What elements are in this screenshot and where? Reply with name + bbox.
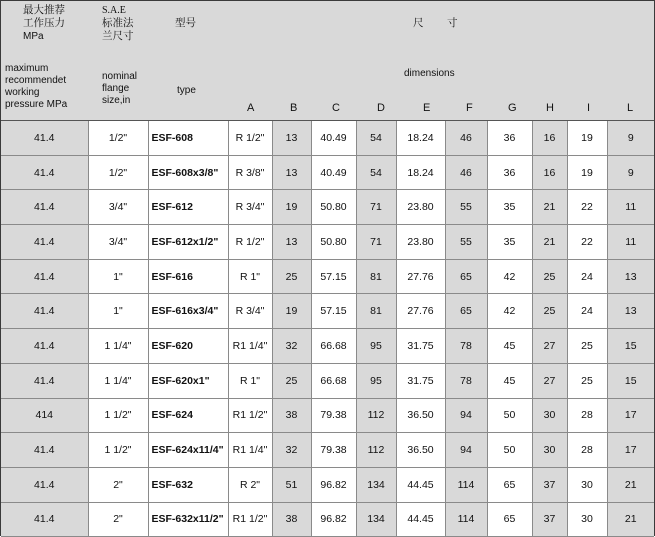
cell-flange: 1 1/4" [88, 329, 148, 364]
cell-f: 55 [445, 190, 487, 225]
cell-b: 25 [272, 363, 311, 398]
cell-b: 13 [272, 121, 311, 155]
cell-flange: 1" [88, 259, 148, 294]
cell-g: 42 [487, 259, 532, 294]
cell-i: 30 [567, 467, 607, 502]
cell-type: ESF-608x3/8" [148, 155, 228, 190]
cell-c: 57.15 [311, 294, 356, 329]
cell-d: 71 [356, 225, 396, 260]
cell-d: 112 [356, 398, 396, 433]
cell-l: 17 [607, 433, 654, 468]
cell-d: 81 [356, 294, 396, 329]
cell-i: 28 [567, 433, 607, 468]
cell-e: 27.76 [396, 259, 445, 294]
cell-d: 54 [356, 121, 396, 155]
cell-c: 40.49 [311, 121, 356, 155]
cell-d: 81 [356, 259, 396, 294]
cell-pressure: 41.4 [1, 259, 88, 294]
cell-c: 40.49 [311, 155, 356, 190]
cell-g: 65 [487, 467, 532, 502]
cell-a: R 1/2" [228, 121, 272, 155]
cell-type: ESF-612 [148, 190, 228, 225]
cell-pressure: 41.4 [1, 433, 88, 468]
table-row [1, 467, 654, 502]
cell-d: 54 [356, 155, 396, 190]
cell-pressure: 41.4 [1, 329, 88, 364]
cell-c: 66.68 [311, 363, 356, 398]
cell-f: 46 [445, 155, 487, 190]
sae-label: S.A.E [102, 5, 126, 16]
cell-d: 134 [356, 502, 396, 537]
cell-flange: 3/4" [88, 225, 148, 260]
cell-e: 44.45 [396, 467, 445, 502]
cell-h: 30 [532, 433, 567, 468]
cell-c: 50.80 [311, 190, 356, 225]
cell-d: 95 [356, 363, 396, 398]
cell-a: R 1" [228, 259, 272, 294]
dimensions-table [1, 121, 654, 537]
cell-g: 35 [487, 225, 532, 260]
cell-pressure: 41.4 [1, 363, 88, 398]
cell-type: ESF-624 [148, 398, 228, 433]
cell-e: 44.45 [396, 502, 445, 537]
cell-b: 32 [272, 329, 311, 364]
table-row [1, 398, 654, 433]
cell-c: 79.38 [311, 433, 356, 468]
dimensions-label: dimensions [404, 68, 455, 79]
cell-c: 57.15 [311, 259, 356, 294]
cell-d: 134 [356, 467, 396, 502]
cell-g: 50 [487, 433, 532, 468]
column-header-e: E [423, 102, 431, 114]
flange-en-label-2: flange [102, 83, 130, 94]
cell-e: 31.75 [396, 363, 445, 398]
cell-b: 19 [272, 190, 311, 225]
cell-i: 19 [567, 155, 607, 190]
cell-h: 30 [532, 398, 567, 433]
cell-i: 24 [567, 294, 607, 329]
cell-f: 46 [445, 121, 487, 155]
cell-b: 51 [272, 467, 311, 502]
cell-h: 21 [532, 225, 567, 260]
cell-flange: 2" [88, 467, 148, 502]
cell-l: 11 [607, 190, 654, 225]
table-row [1, 294, 654, 329]
cell-type: ESF-620x1" [148, 363, 228, 398]
table-row [1, 121, 654, 155]
type-cn-label: 型号 [175, 17, 196, 29]
cell-a: R1 1/2" [228, 502, 272, 537]
type-en-label: type [177, 85, 196, 96]
pressure-cn-label-3: MPa [23, 31, 44, 42]
cell-a: R 3/4" [228, 190, 272, 225]
flange-en-label-3: size,in [102, 95, 131, 106]
cell-l: 15 [607, 329, 654, 364]
cell-a: R1 1/2" [228, 398, 272, 433]
cell-c: 66.68 [311, 329, 356, 364]
pressure-cn-label-1: 最大推荐 [23, 4, 65, 16]
cell-c: 96.82 [311, 502, 356, 537]
column-header-b: B [290, 102, 298, 114]
table-header [1, 1, 654, 121]
cell-h: 16 [532, 121, 567, 155]
cell-i: 24 [567, 259, 607, 294]
cell-type: ESF-620 [148, 329, 228, 364]
cell-e: 23.80 [396, 190, 445, 225]
cell-a: R 3/4" [228, 294, 272, 329]
cell-g: 36 [487, 155, 532, 190]
cell-flange: 1 1/2" [88, 398, 148, 433]
table-row [1, 502, 654, 537]
cell-e: 36.50 [396, 398, 445, 433]
cell-type: ESF-632x11/2" [148, 502, 228, 537]
column-header-d: D [377, 102, 385, 114]
cell-h: 37 [532, 502, 567, 537]
cell-e: 31.75 [396, 329, 445, 364]
cell-f: 94 [445, 398, 487, 433]
table-row [1, 225, 654, 260]
cell-b: 13 [272, 155, 311, 190]
cell-type: ESF-612x1/2" [148, 225, 228, 260]
cell-g: 45 [487, 329, 532, 364]
cell-b: 25 [272, 259, 311, 294]
cell-a: R1 1/4" [228, 329, 272, 364]
cell-flange: 1/2" [88, 155, 148, 190]
dims-cn-label-2: 寸 [447, 17, 458, 29]
cell-type: ESF-624x11/4" [148, 433, 228, 468]
pressure-en-label-1: maximum [5, 63, 49, 74]
cell-g: 65 [487, 502, 532, 537]
cell-a: R 1" [228, 363, 272, 398]
cell-pressure: 41.4 [1, 121, 88, 155]
cell-l: 11 [607, 225, 654, 260]
cell-g: 45 [487, 363, 532, 398]
cell-a: R 2" [228, 467, 272, 502]
cell-b: 38 [272, 502, 311, 537]
cell-flange: 1/2" [88, 121, 148, 155]
cell-i: 30 [567, 502, 607, 537]
cell-d: 71 [356, 190, 396, 225]
column-header-l: L [627, 102, 634, 114]
cell-pressure: 414 [1, 398, 88, 433]
cell-flange: 1 1/2" [88, 433, 148, 468]
cell-a: R 1/2" [228, 225, 272, 260]
table-row [1, 363, 654, 398]
cell-flange: 1 1/4" [88, 363, 148, 398]
cell-f: 78 [445, 363, 487, 398]
cell-b: 13 [272, 225, 311, 260]
column-header-h: H [546, 102, 554, 114]
cell-f: 65 [445, 294, 487, 329]
cell-pressure: 41.4 [1, 467, 88, 502]
cell-flange: 1" [88, 294, 148, 329]
cell-e: 27.76 [396, 294, 445, 329]
cell-d: 112 [356, 433, 396, 468]
cell-l: 15 [607, 363, 654, 398]
cell-b: 38 [272, 398, 311, 433]
flange-en-label-1: nominal [102, 71, 138, 82]
cell-f: 65 [445, 259, 487, 294]
cell-pressure: 41.4 [1, 294, 88, 329]
sae-cn-label-2: 兰尺寸 [102, 30, 134, 42]
table-row [1, 190, 654, 225]
column-header-a: A [247, 102, 255, 114]
cell-l: 17 [607, 398, 654, 433]
cell-g: 42 [487, 294, 532, 329]
cell-h: 27 [532, 363, 567, 398]
cell-b: 32 [272, 433, 311, 468]
table-row [1, 259, 654, 294]
cell-l: 13 [607, 294, 654, 329]
cell-c: 79.38 [311, 398, 356, 433]
cell-i: 19 [567, 121, 607, 155]
cell-pressure: 41.4 [1, 225, 88, 260]
table-row [1, 329, 654, 364]
sae-cn-label-1: 标准法 [102, 17, 134, 29]
cell-e: 36.50 [396, 433, 445, 468]
cell-f: 55 [445, 225, 487, 260]
cell-h: 37 [532, 467, 567, 502]
cell-c: 50.80 [311, 225, 356, 260]
cell-d: 95 [356, 329, 396, 364]
cell-type: ESF-616 [148, 259, 228, 294]
pressure-en-label-2: recommendet [5, 75, 67, 86]
cell-h: 16 [532, 155, 567, 190]
cell-l: 21 [607, 467, 654, 502]
cell-f: 114 [445, 502, 487, 537]
pressure-en-label-3: working [5, 87, 40, 98]
cell-flange: 3/4" [88, 190, 148, 225]
cell-type: ESF-616x3/4" [148, 294, 228, 329]
cell-e: 18.24 [396, 121, 445, 155]
cell-l: 13 [607, 259, 654, 294]
dims-cn-label-1: 尺 [413, 17, 424, 29]
cell-f: 114 [445, 467, 487, 502]
cell-f: 94 [445, 433, 487, 468]
cell-type: ESF-632 [148, 467, 228, 502]
cell-a: R1 1/4" [228, 433, 272, 468]
cell-i: 22 [567, 190, 607, 225]
table-row [1, 155, 654, 190]
cell-pressure: 41.4 [1, 502, 88, 537]
cell-g: 50 [487, 398, 532, 433]
cell-pressure: 41.4 [1, 155, 88, 190]
cell-i: 28 [567, 398, 607, 433]
pressure-en-label-4: pressure MPa [5, 99, 68, 110]
cell-i: 22 [567, 225, 607, 260]
cell-i: 25 [567, 329, 607, 364]
cell-e: 18.24 [396, 155, 445, 190]
cell-h: 27 [532, 329, 567, 364]
column-header-f: F [466, 102, 473, 114]
cell-g: 36 [487, 121, 532, 155]
column-header-i: I [587, 102, 591, 114]
cell-b: 19 [272, 294, 311, 329]
column-header-c: C [332, 102, 340, 114]
cell-pressure: 41.4 [1, 190, 88, 225]
cell-f: 78 [445, 329, 487, 364]
table-row [1, 433, 654, 468]
cell-type: ESF-608 [148, 121, 228, 155]
cell-g: 35 [487, 190, 532, 225]
cell-h: 25 [532, 259, 567, 294]
column-header-g: G [508, 102, 517, 114]
cell-e: 23.80 [396, 225, 445, 260]
cell-l: 21 [607, 502, 654, 537]
cell-a: R 3/8" [228, 155, 272, 190]
cell-h: 25 [532, 294, 567, 329]
cell-l: 9 [607, 155, 654, 190]
cell-l: 9 [607, 121, 654, 155]
cell-h: 21 [532, 190, 567, 225]
cell-i: 25 [567, 363, 607, 398]
cell-flange: 2" [88, 502, 148, 537]
cell-c: 96.82 [311, 467, 356, 502]
pressure-cn-label-2: 工作压力 [23, 17, 65, 29]
